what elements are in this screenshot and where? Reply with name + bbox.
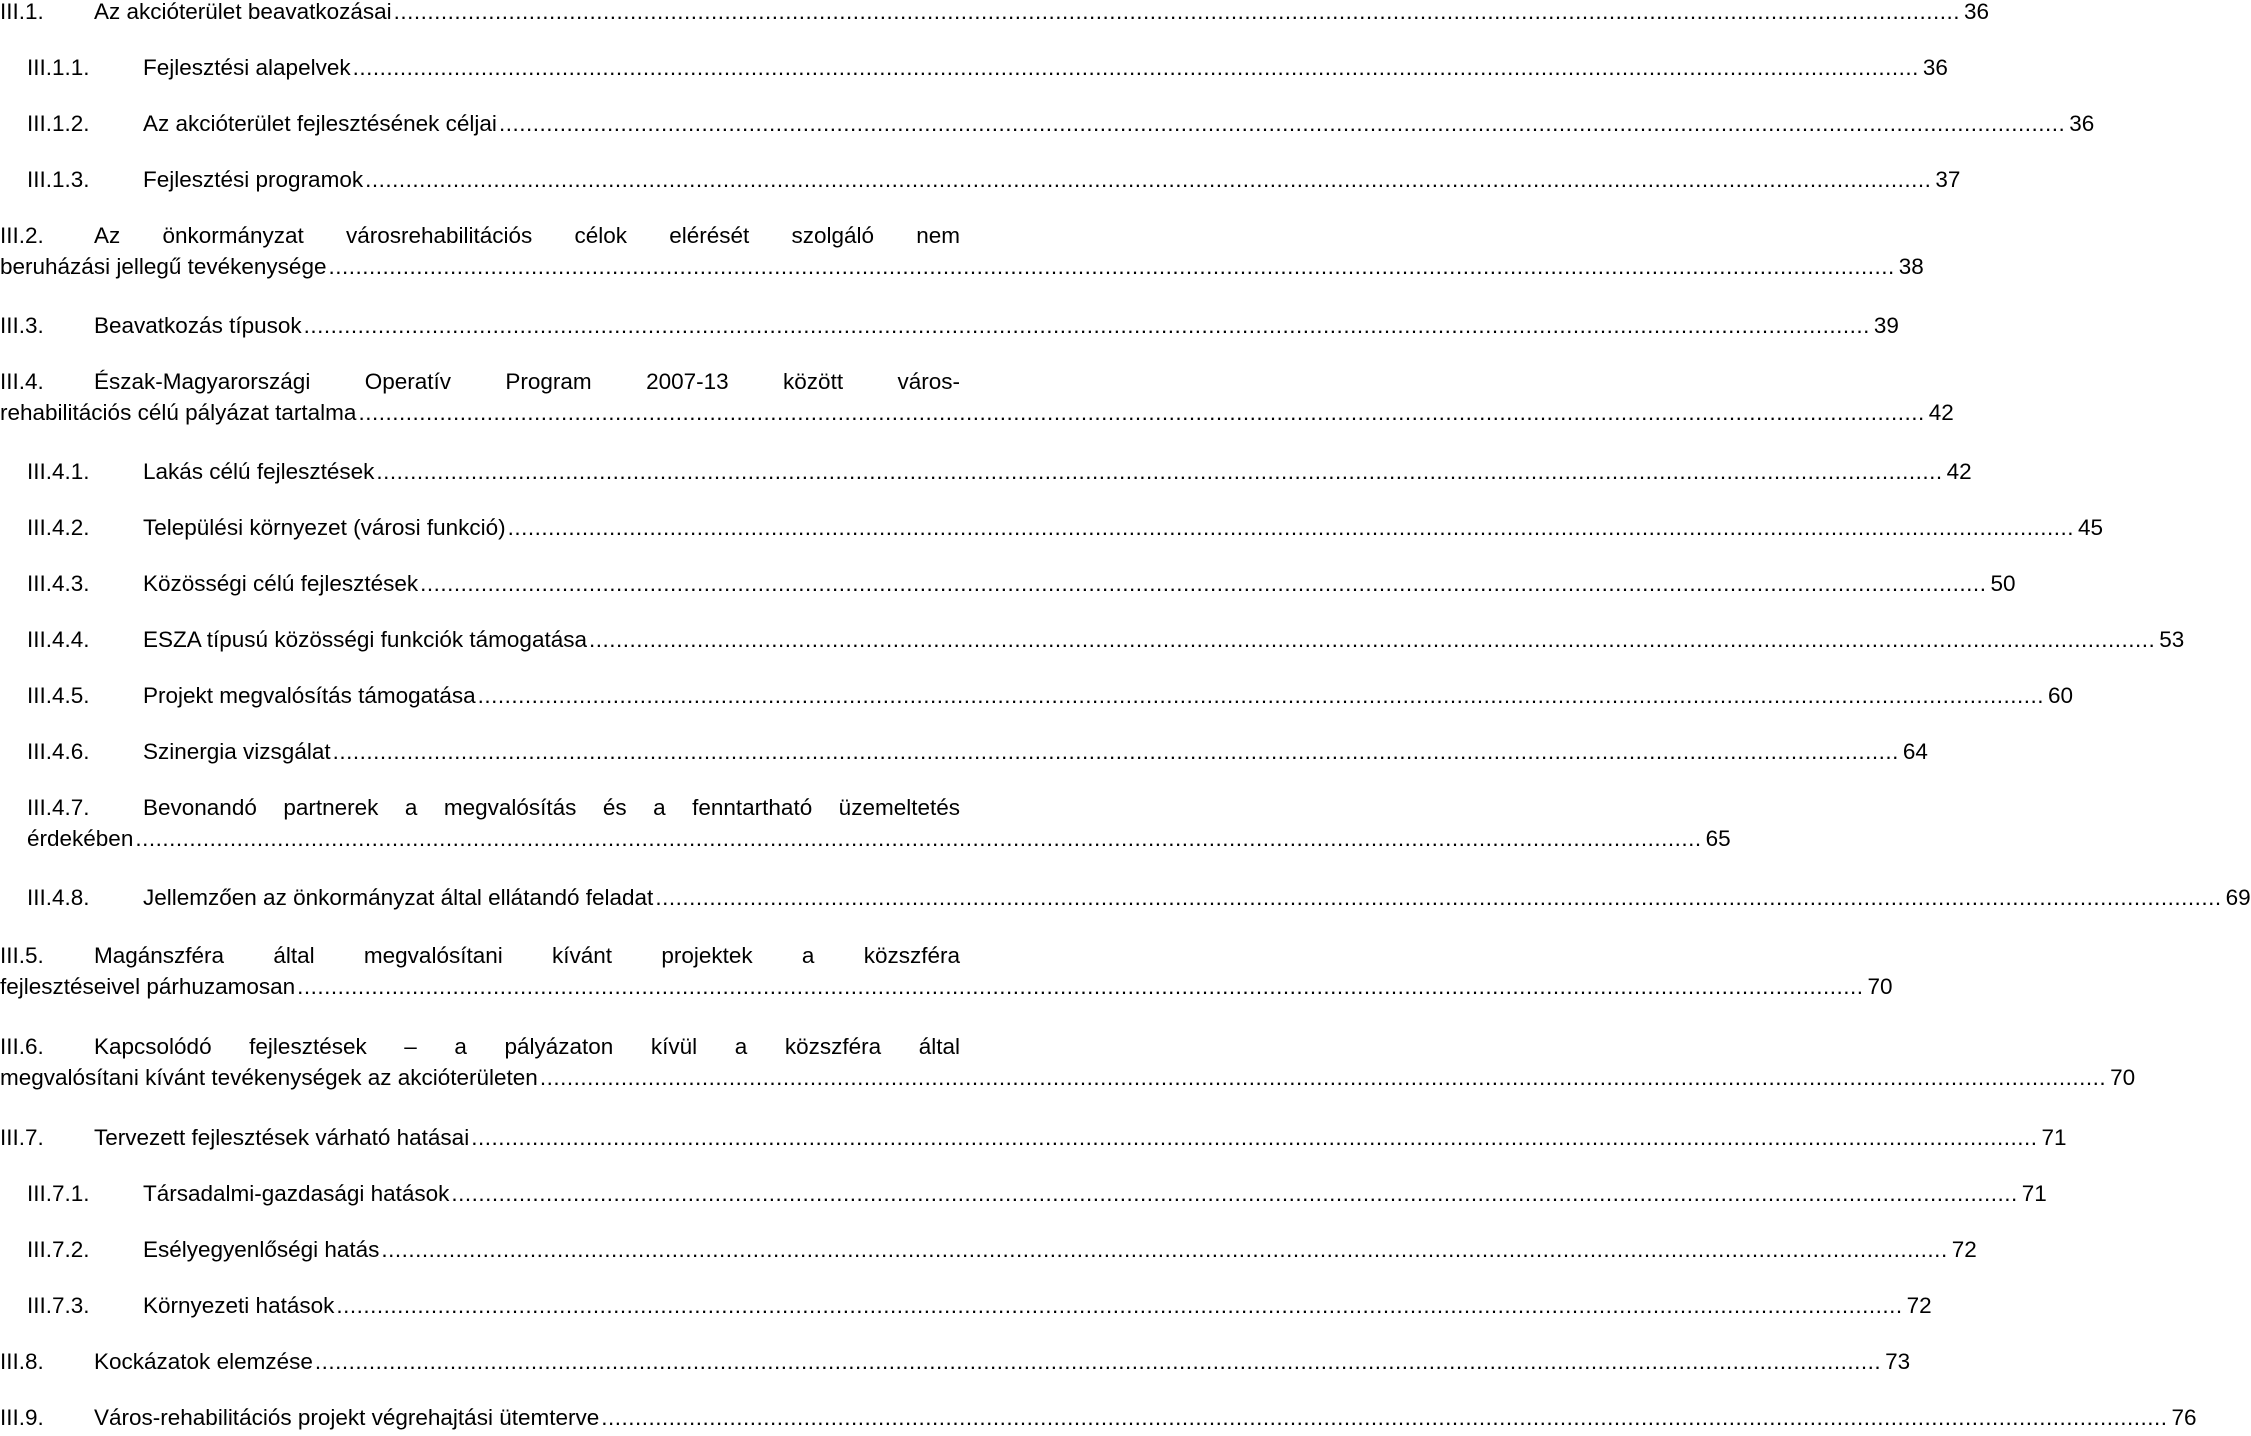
toc-entry-number: III.4.1. bbox=[27, 459, 90, 484]
toc-entry-title: Kockázatok elemzése bbox=[94, 1349, 313, 1374]
toc-entry-page: 36 bbox=[1963, 0, 1989, 24]
toc-entry-number: III.9. bbox=[0, 1405, 44, 1430]
toc-entry-title: megvalósítani kívánt tevékenységek az akcióterületen bbox=[0, 1065, 538, 1090]
toc-leader-dots bbox=[304, 310, 1870, 341]
toc-leader-dots bbox=[540, 1062, 2106, 1093]
toc-entry-page: 38 bbox=[1898, 254, 1924, 279]
toc-entry-number: III.7. bbox=[0, 1125, 44, 1150]
toc-entry-title: Az akcióterület beavatkozásai bbox=[94, 0, 392, 24]
toc-entry-number: III.6. bbox=[0, 1034, 44, 1059]
toc-entry-page: 72 bbox=[1951, 1237, 1977, 1262]
toc-entry-title: érdekében bbox=[27, 826, 134, 851]
toc-entry[interactable] bbox=[0, 624, 2185, 655]
toc-entry-title: Társadalmi-gazdasági hatások bbox=[143, 1181, 450, 1206]
toc-leader-dots bbox=[451, 1178, 2017, 1209]
toc-entry-page: 72 bbox=[1906, 1293, 1932, 1318]
toc-entry-number: III.7.1. bbox=[27, 1181, 90, 1206]
toc-entry-page: 36 bbox=[1922, 55, 1948, 80]
toc-entry[interactable] bbox=[0, 1402, 2197, 1433]
toc-entry-number: III.1.3. bbox=[27, 167, 90, 192]
toc-entry[interactable] bbox=[0, 882, 2251, 913]
toc-entry-title: Projekt megvalósítás támogatása bbox=[143, 683, 476, 708]
toc-entry[interactable] bbox=[0, 1290, 1932, 1321]
toc-entry-title: Települési környezet (városi funkció) bbox=[143, 515, 506, 540]
toc-entry-page: 76 bbox=[2171, 1405, 2197, 1430]
toc-entry-number: III.4.3. bbox=[27, 571, 90, 596]
toc-entry[interactable] bbox=[0, 680, 2073, 711]
toc-entry-page: 42 bbox=[1928, 400, 1954, 425]
toc-entry[interactable] bbox=[0, 568, 2016, 599]
toc-entry-page: 65 bbox=[1705, 826, 1731, 851]
toc-leader-dots bbox=[328, 251, 1894, 282]
toc-entry-page: 60 bbox=[2047, 683, 2073, 708]
toc-entry[interactable] bbox=[0, 1178, 2047, 1209]
toc-entry-title: Tervezett fejlesztések várható hatásai bbox=[94, 1125, 470, 1150]
toc-entry-title: Beavatkozás típusok bbox=[94, 313, 302, 338]
toc-leader-dots bbox=[376, 456, 1942, 487]
toc-leader-dots bbox=[471, 1122, 2037, 1153]
toc-entry-number: III.7.2. bbox=[27, 1237, 90, 1262]
toc-entry[interactable] bbox=[0, 164, 1961, 195]
toc-entry[interactable] bbox=[0, 220, 1924, 282]
toc-entry-title: fejlesztéseivel párhuzamosan bbox=[0, 974, 296, 999]
toc-entry[interactable] bbox=[0, 52, 1948, 83]
toc-entry[interactable] bbox=[0, 792, 1731, 854]
toc-entry-title-line1: Észak-Magyarországi Operatív Program 2007-13 között város- bbox=[94, 369, 960, 394]
toc-entry-title: Város-rehabilitációs projekt végrehajtási ütemterve bbox=[94, 1405, 600, 1430]
toc-entry-page: 50 bbox=[1990, 571, 2016, 596]
toc-entry-page: 36 bbox=[2069, 111, 2095, 136]
toc-entry[interactable] bbox=[0, 310, 1899, 341]
toc-entry-page: 64 bbox=[1902, 739, 1928, 764]
toc-leader-dots bbox=[420, 568, 1986, 599]
toc-entry-title: ESZA típusú közösségi funkciók támogatása bbox=[143, 627, 587, 652]
toc-leader-dots bbox=[135, 823, 1701, 854]
toc-leader-dots bbox=[394, 0, 1960, 27]
toc-leader-dots bbox=[353, 52, 1919, 83]
toc-entry-number: III.1.2. bbox=[27, 111, 90, 136]
toc-entry-title: rehabilitációs célú pályázat tartalma bbox=[0, 400, 357, 425]
toc-entry-title: Jellemzően az önkormányzat által ellátandó feladat bbox=[143, 885, 654, 910]
toc-entry[interactable] bbox=[0, 940, 1893, 1002]
toc-entry[interactable] bbox=[0, 0, 1989, 27]
toc-entry-title: Fejlesztési alapelvek bbox=[143, 55, 351, 80]
toc-entry-page: 42 bbox=[1946, 459, 1972, 484]
toc-entry-title: beruházási jellegű tevékenysége bbox=[0, 254, 327, 279]
toc-entry-number: III.4.5. bbox=[27, 683, 90, 708]
toc-entry-number: III.4. bbox=[0, 369, 44, 394]
toc-entry-page: 39 bbox=[1873, 313, 1899, 338]
toc-entry[interactable] bbox=[0, 1122, 2067, 1153]
toc-entry-title: Esélyegyenlőségi hatás bbox=[143, 1237, 380, 1262]
toc-entry[interactable] bbox=[0, 736, 1928, 767]
toc-leader-dots bbox=[655, 882, 2221, 913]
toc-entry[interactable] bbox=[0, 108, 2095, 139]
toc-entry-title: Az akcióterület fejlesztésének céljai bbox=[143, 111, 497, 136]
toc-entry-number: III.4.7. bbox=[27, 795, 90, 820]
toc-entry-page: 70 bbox=[2110, 1065, 2136, 1090]
toc-leader-dots bbox=[365, 164, 1931, 195]
toc-entry-page: 73 bbox=[1885, 1349, 1911, 1374]
toc-entry-page: 69 bbox=[2225, 885, 2251, 910]
toc-entry-page: 53 bbox=[2159, 627, 2185, 652]
toc-entry[interactable] bbox=[0, 1346, 1911, 1377]
toc-entry-number: III.7.3. bbox=[27, 1293, 90, 1318]
toc-entry-number: III.4.2. bbox=[27, 515, 90, 540]
toc-leader-dots bbox=[478, 680, 2044, 711]
toc-entry-number: III.8. bbox=[0, 1349, 44, 1374]
toc-entry-title: Közösségi célú fejlesztések bbox=[143, 571, 419, 596]
toc-entry-page: 71 bbox=[2041, 1125, 2067, 1150]
toc-entry-number: III.2. bbox=[0, 223, 44, 248]
toc-leader-dots bbox=[336, 1290, 1902, 1321]
toc-leader-dots bbox=[589, 624, 2155, 655]
toc-leader-dots bbox=[333, 736, 1899, 767]
toc-entry[interactable] bbox=[0, 456, 1972, 487]
toc-entry-number: III.5. bbox=[0, 943, 44, 968]
toc-entry-number: III.4.6. bbox=[27, 739, 90, 764]
toc-leader-dots bbox=[297, 971, 1863, 1002]
toc-entry-title-line1: Bevonandó partnerek a megvalósítás és a fenntartható üzemeltetés bbox=[143, 795, 960, 820]
toc-entry-page: 71 bbox=[2021, 1181, 2047, 1206]
toc-entry[interactable] bbox=[0, 1031, 2136, 1093]
toc-leader-dots bbox=[508, 512, 2074, 543]
toc-entry-number: III.4.8. bbox=[27, 885, 90, 910]
toc-entry-title: Szinergia vizsgálat bbox=[143, 739, 331, 764]
toc-entry-page: 37 bbox=[1935, 167, 1961, 192]
toc-entry-title: Lakás célú fejlesztések bbox=[143, 459, 375, 484]
toc-entry[interactable] bbox=[0, 1234, 1977, 1265]
toc-entry-title-line1: Magánszféra által megvalósítani kívánt projektek a közszféra bbox=[94, 943, 960, 968]
toc-entry[interactable] bbox=[0, 512, 2103, 543]
toc-entry-page: 45 bbox=[2077, 515, 2103, 540]
toc-entry-number: III.1.1. bbox=[27, 55, 90, 80]
toc-entry-title-line1: Kapcsolódó fejlesztések – a pályázaton kívül a közszféra által bbox=[94, 1034, 960, 1059]
toc-entry[interactable] bbox=[0, 366, 1954, 428]
toc-leader-dots bbox=[358, 397, 1924, 428]
toc-entry-title-line1: Az önkormányzat városrehabilitációs célok elérését szolgáló nem bbox=[94, 223, 960, 248]
toc-entry-title: Környezeti hatások bbox=[143, 1293, 335, 1318]
toc-leader-dots bbox=[499, 108, 2065, 139]
toc-entry-title: Fejlesztési programok bbox=[143, 167, 364, 192]
toc-entry-number: III.3. bbox=[0, 313, 44, 338]
toc-leader-dots bbox=[315, 1346, 1881, 1377]
toc-entry-page: 70 bbox=[1867, 974, 1893, 999]
toc-leader-dots bbox=[381, 1234, 1947, 1265]
toc-leader-dots bbox=[601, 1402, 2167, 1433]
toc-entry-number: III.4.4. bbox=[27, 627, 90, 652]
toc-entry-number: III.1. bbox=[0, 0, 44, 24]
